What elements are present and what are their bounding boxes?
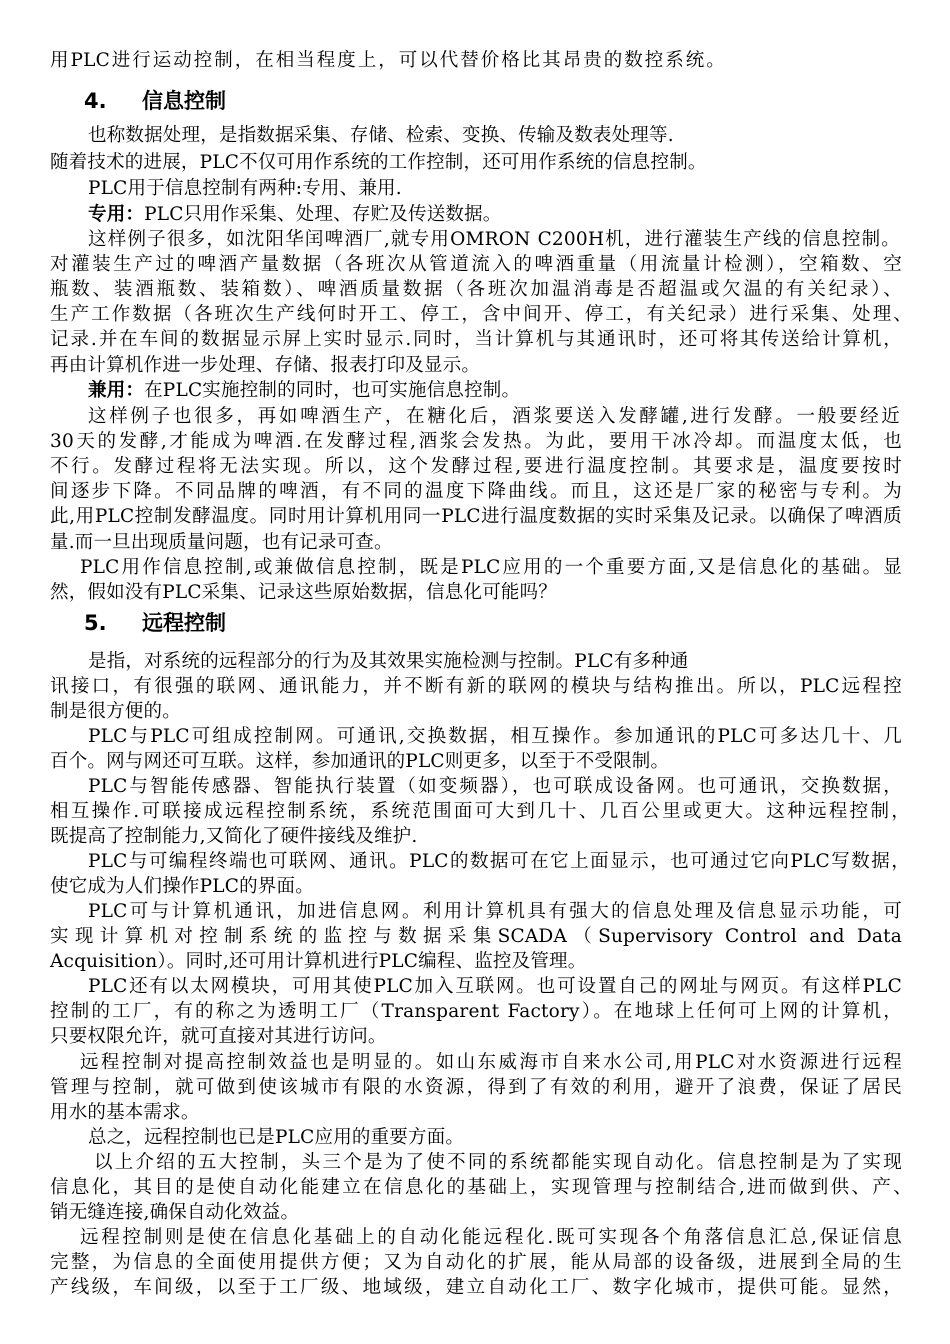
text-line: 完整，为信息的全面使用提供方便；又为自动化的扩展，能从局部的设备级，进展到全局的生 bbox=[50, 1252, 902, 1273]
text-line: 是指，对系统的远程部分的行为及其效果实施检测与控制。PLC有多种通 bbox=[88, 651, 689, 672]
text-line: 量.而一旦出现质量问题，也有记录可查。 bbox=[50, 532, 393, 553]
term-label: 兼用： bbox=[88, 380, 145, 401]
text-line: Acquisition）。同时,还可用计算机进行PLC编程、监控及管理。 bbox=[50, 951, 587, 972]
section-heading-remote-control bbox=[84, 608, 226, 638]
text-line bbox=[88, 378, 520, 404]
text-line: 然，假如没有PLC采集、记录这些原始数据，信息化可能吗？ bbox=[50, 582, 557, 603]
text-line: 百个。网与网还可互联。这样，参加通讯的PLC则更多，以至于不受限制。 bbox=[50, 751, 670, 772]
section-title: 信息控制 bbox=[142, 89, 226, 113]
text-line: 既提高了控制能力,又简化了硬件接线及维护. bbox=[50, 826, 418, 847]
text-line: 控制的工厂，有的称之为透明工厂（Transparent Factory）。在地球上任何可上网的计算机， bbox=[50, 1001, 902, 1022]
text-line: 这样例子很多，如沈阳华闰啤酒厂,就专用OMRON C200H机，进行灌装生产线的信息控制。 bbox=[88, 229, 900, 250]
section-heading-information-control bbox=[84, 86, 226, 116]
text-line: 制是很方便的。 bbox=[50, 701, 181, 722]
text-line: 销无缝连接,确保自动化效益。 bbox=[50, 1202, 300, 1223]
text-line: 产线级，车间级，以至于工厂级、地域级，建立自动化工厂、数字化城市，提供可能。显然， bbox=[50, 1277, 902, 1298]
text-line: PLC用作信息控制,或兼做信息控制，既是PLC应用的一个重要方面,又是信息化的基础。显 bbox=[80, 557, 902, 578]
text-line: 实现计算机对控制系统的监控与数据采集SCADA（Supervisory Control and Data bbox=[50, 926, 902, 947]
text-line: 也称数据处理，是指数据采集、存储、检索、变换、传输及数表处理等. bbox=[88, 125, 674, 146]
text-line: PLC与智能传感器、智能执行装置（如变频器），也可联成设备网。也可通讯，交换数据， bbox=[88, 776, 902, 797]
text-line: PLC与PLC可组成控制网。可通讯,交换数据，相互操作。参加通讯的PLC可多达几十、几 bbox=[88, 726, 902, 747]
text-line: 30天的发酵,才能成为啤酒.在发酵过程,酒浆会发热。为此，要用干冰冷却。而温度太低，也 bbox=[50, 431, 902, 452]
text-line: 用PLC进行运动控制，在相当程度上，可以代替价格比其昂贵的数控系统。 bbox=[50, 50, 725, 71]
text-line: 间逐步下降。不同品牌的啤酒，有不同的温度下降曲线。而且，这还是厂家的秘密与专利。为 bbox=[50, 481, 902, 502]
text-line: 使它成为人们操作PLC的界面。 bbox=[50, 876, 314, 897]
text-line: 生产工作数据（各班次生产线何时开工、停工，含中间开、停工，有关纪录）进行采集、处理、 bbox=[50, 304, 912, 325]
text-line: 随着技术的进展，PLC不仅可用作系统的工作控制，还可用作系统的信息控制。 bbox=[50, 152, 707, 173]
text-line: 只要权限允许，就可直接对其进行访问。 bbox=[50, 1026, 387, 1047]
text-line: 用水的基本需求。 bbox=[50, 1102, 200, 1123]
text-line: 这样例子也很多，再如啤酒生产，在糖化后，酒浆要送入发酵罐,进行发酵。一般要经近 bbox=[88, 406, 900, 427]
term-text: PLC只用作采集、处理、存贮及传送数据。 bbox=[144, 204, 502, 225]
term-text: 在PLC实施控制的同时，也可实施信息控制。 bbox=[144, 380, 521, 401]
section-number: 5. bbox=[84, 611, 107, 635]
text-line: 相互操作.可联接成远程控制系统，系统范围面可大到几十、几百公里或更大。这种远程控制， bbox=[50, 801, 910, 822]
text-line: PLC还有以太网模块，可用其使PLC加入互联网。也可设置自己的网址与网页。有这样PLC bbox=[88, 976, 902, 997]
section-title: 远程控制 bbox=[142, 611, 226, 635]
text-line: 以上介绍的五大控制，头三个是为了使不同的系统都能实现自动化。信息控制是为了实现 bbox=[94, 1152, 902, 1173]
term-label: 专用： bbox=[88, 204, 145, 225]
text-line: 远程控制对提高控制效益也是明显的。如山东威海市自来水公司,用PLC对水资源进行远程 bbox=[80, 1052, 902, 1073]
text-line: 对灌装生产过的啤酒产量数据（各班次从管道流入的啤酒重量（用流量计检测），空箱数、空 bbox=[50, 254, 902, 275]
section-number: 4. bbox=[84, 89, 107, 113]
text-line bbox=[88, 202, 502, 228]
text-line: 再由计算机作进一步处理、存储、报表打印及显示。 bbox=[50, 355, 481, 376]
text-line: 远程控制则是使在信息化基础上的自动化能远程化.既可实现各个角落信息汇总,保证信息 bbox=[80, 1227, 902, 1248]
text-line: 不行。发酵过程将无法实现。所以，这个发酵过程,要进行温度控制。其要求是，温度要按时 bbox=[50, 456, 902, 477]
text-line: 记录.并在车间的数据显示屏上实时显示.同时，当计算机与其通讯时，还可将其传送给计算机， bbox=[50, 329, 902, 350]
text-line: 信息化，其目的是使自动化能建立在信息化的基础上，实现管理与控制结合,进而做到供、产、 bbox=[50, 1177, 912, 1198]
text-line: PLC用于信息控制有两种:专用、兼用. bbox=[88, 178, 402, 199]
text-line: 管理与控制，就可做到使该城市有限的水资源，得到了有效的利用，避开了浪费，保证了居民 bbox=[50, 1077, 902, 1098]
text-line: 总之，远程控制也已是PLC应用的重要方面。 bbox=[88, 1127, 465, 1148]
text-line: PLC与可编程终端也可联网、通讯。PLC的数据可在它上面显示，也可通过它向PLC写数据， bbox=[88, 851, 910, 872]
text-line: PLC可与计算机通讯，加进信息网。利用计算机具有强大的信息处理及信息显示功能，可 bbox=[88, 901, 902, 922]
text-line: 瓶数、装酒瓶数、装箱数）、啤酒质量数据（各班次加温消毒是否超温或欠温的有关纪录）、 bbox=[50, 279, 902, 300]
text-line: 此,用PLC控制发酵温度。同时用计算机用同一PLC进行温度数据的实时采集及记录。以确保了啤酒质 bbox=[50, 506, 902, 527]
text-line: 讯接口，有很强的联网、通讯能力，并不断有新的联网的模块与结构推出。所以，PLC远程控 bbox=[50, 676, 902, 697]
